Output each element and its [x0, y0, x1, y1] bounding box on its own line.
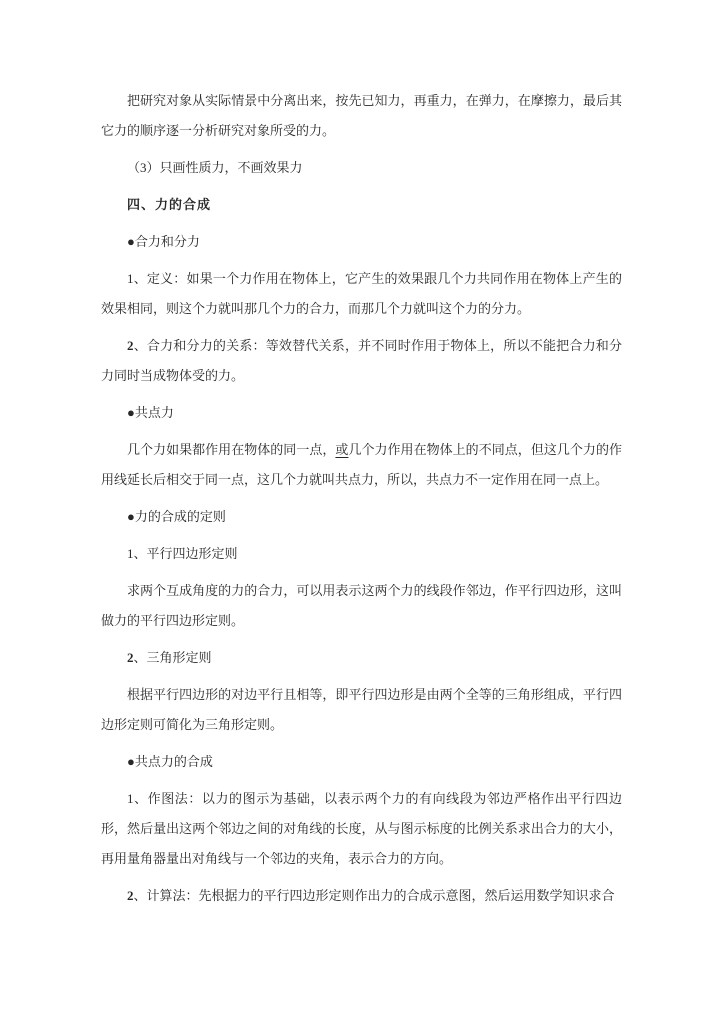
paragraph-1: [101, 86, 622, 146]
paragraph-16: [101, 881, 622, 911]
text-run: 2: [127, 888, 134, 903]
text-run: 根据平行四边形的对边平行且相等，即平行四边形是由两个全等的三角形组成，平行四边形定则可简化为三角形定则。: [101, 687, 622, 732]
text-run: ●合力和分力: [127, 234, 200, 249]
text-run: 、三角形定则: [133, 650, 212, 665]
paragraph-14: [101, 747, 622, 777]
text-run: 几个力作用在物体上的不同点，但这几个力的作用线延长后相交于同一点，这几个力就叫共点力，所以，共点力不一定作用在同一点上。: [101, 442, 622, 487]
text-run: ●力的合成的定则: [127, 509, 226, 524]
text-run: ●共点力的合成: [127, 754, 213, 769]
paragraph-15: [101, 784, 622, 874]
paragraph-7: [101, 398, 622, 428]
text-run: ●共点力: [127, 405, 174, 420]
paragraph-3: [101, 190, 622, 220]
text-run: 或: [335, 442, 349, 457]
text-run: 1、平行四边形定则: [127, 546, 238, 561]
text-run: 求两个互成角度的力的合力，可以用表示这两个力的线段作邻边，作平行四边形，这叫做力的平行四边形定则。: [101, 583, 622, 628]
text-run: 1、作图法：以力的图示为基础，以表示两个力的有向线段为邻边严格作出平行四边形，然后量出这两个邻边之间的对角线的长度，从与图示标度的比例关系求出合力的大小，再用量角器量出对角线与一个邻边的夹角，表示合力的方向。: [101, 791, 622, 866]
document-body: [101, 86, 622, 911]
paragraph-4: [101, 227, 622, 257]
text-run: 四、力的合成: [127, 197, 212, 212]
paragraph-8: [101, 435, 622, 495]
paragraph-2: [101, 153, 622, 183]
text-run: 把研究对象从实际情景中分离出来，按先已知力，再重力，在弹力，在摩擦力，最后其它力的顺序逐一分析研究对象所受的力。: [101, 93, 622, 138]
text-run: （3）只画性质力，不画效果力: [127, 160, 303, 175]
paragraph-12: [101, 643, 622, 673]
text-run: 1、定义：如果一个力作用在物体上，它产生的效果跟几个力共同作用在物体上产生的效果相同，则这个力就叫那几个力的合力，而那几个力就叫这个力的分力。: [101, 271, 622, 316]
text-run: 、合力和分力的关系：等效替代关系，并不同时作用于物体上，所以不能把合力和分力同时当成物体受的力。: [101, 338, 622, 383]
paragraph-13: [101, 680, 622, 740]
paragraph-11: [101, 576, 622, 636]
text-run: 2: [127, 650, 134, 665]
text-run: 几个力如果都作用在物体的同一点，: [127, 442, 336, 457]
text-run: 2: [127, 338, 134, 353]
text-run: 、计算法：先根据力的平行四边形定则作出力的合成示意图，然后运用数学知识求合: [133, 888, 615, 903]
paragraph-9: [101, 502, 622, 532]
paragraph-10: [101, 539, 622, 569]
paragraph-5: [101, 264, 622, 324]
paragraph-6: [101, 331, 622, 391]
